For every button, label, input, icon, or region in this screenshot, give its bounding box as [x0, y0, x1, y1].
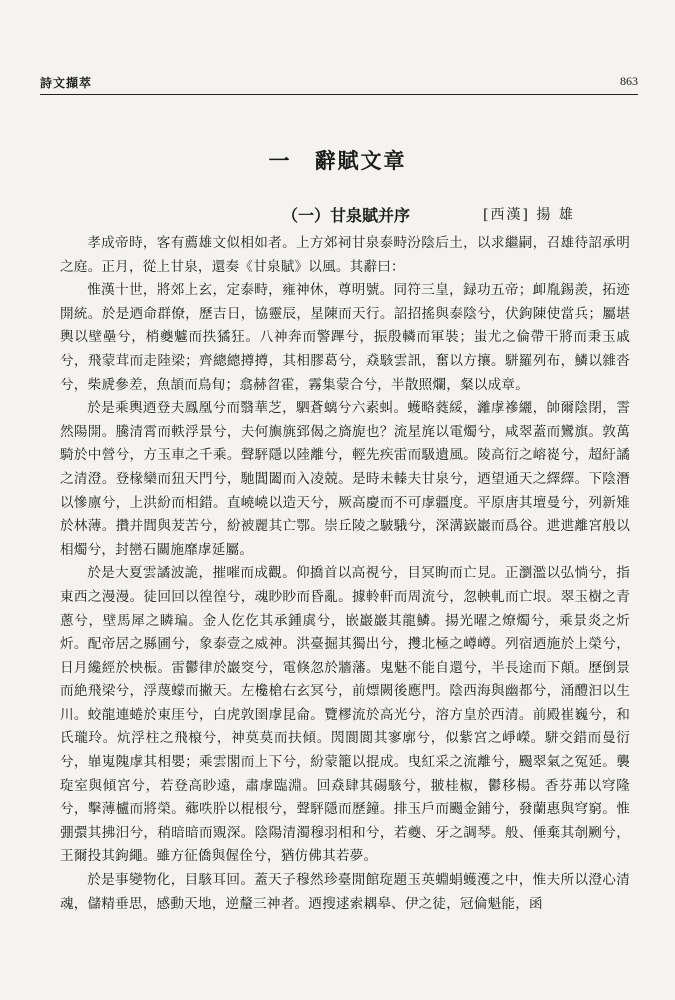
- paragraph: 於是大夏雲譎波詭，摧嗺而成觀。仰撟首以高視兮，目冥眴而亡見。正瀏濫以弘惝兮，指東西之漫漫。徒回回以徨徨兮，魂眇眇而昏亂。據軨軒而周流兮，忽軮軋而亡垠。翠玉樹之青蔥兮，壁馬犀之瞵㻞。金人仡仡其承鍾虡兮，嵌巖巖其龍鱗。揚光曜之燎燭兮，乘景炎之炘炘。配帝居之縣圃兮，象泰壹之威神。洪臺掘其獨出兮，㩳北極之嶟嶟。列宿迺施於上榮兮，日月纔經於柍桭。雷鬱律於巖窔兮，電倏忽於牆藩。鬼魅不能自還兮，半長途而下顛。歷倒景而絶飛梁兮，浮蔑蠓而撇天。左欃槍右玄冥兮，前熛闕後應門。陰西海與幽都兮，涌醴汩以生川。蛟龍連蜷於東厓兮，白虎敦圉虖昆侖。覽樛流於高光兮，溶方皇於西清。前殿崔巍兮，和氏瓏玲。炕浮柱之飛榱兮，神莫莫而扶傾。閌閬閬其寥廓兮，似紫宮之崢嶸。駢交錯而曼衍兮，㠑嵬隗虖其相嬰；乘雲閣而上下兮，紛蒙籠以掍成。曳紅采之流離兮，颺翠氣之冤延。襲琁室與傾宮兮，若登高眇遠，肅虖臨淵。回猋肆其碭駭兮，翍桂椒，鬱移楊。香芬茀以穹隆兮，擊薄櫨而將榮。薌呹肸以棍根兮，聲駍隱而歷鐘。排玉戶而颺金鋪兮，發蘭惠與穹窮。惟弸彋其拂汨兮，稍暗暗而覭深。陰陽清濁穆羽相和兮，若夔、牙之調琴。般、倕棄其剞劂兮，王爾投其鉤繩。雖方征僑與偓佺兮，猶仿佛其若夢。: [60, 565, 630, 865]
- page-number: 863: [620, 74, 638, 88]
- author-attribution: [西漢] 揚 雄: [483, 207, 575, 223]
- running-header: [40, 74, 638, 92]
- chapter-title: 一 辭賦文章: [268, 148, 407, 173]
- paragraph-preface: 孝成帝時，客有薦雄文似相如者。上方郊祠甘泉泰畤汾陰后土，以求繼嗣，召雄待詔承明之庭。正月，從上甘泉，還奏《甘泉賦》以風。其辭曰：: [60, 235, 630, 275]
- body-text: [60, 232, 630, 916]
- header-divider: [40, 94, 638, 95]
- paragraph: 於是事變物化，目駭耳回。蓋天子穆然珍臺閒館琁題玉英蜵蜎蠖濩之中，惟夫所以澄心清魂，儲精垂思，感動天地，逆釐三神者。迺搜逑索耦皋、伊之徒，冠倫魁能，函: [60, 872, 630, 912]
- section-title: （一）甘泉賦并序: [282, 206, 411, 225]
- book-title: 詩文擷萃: [40, 76, 93, 90]
- paragraph: 於是乘輿迺登夫鳳凰兮而翳華芝，駟蒼螭兮六素虯。蠖略蕤綏，灕虖襂纚，帥爾陰閉，霅然陽開。騰清霄而軼浮景兮，夫何旟旐郅偈之旖旎也？流星旄以電燭兮，咸翠蓋而鸞旗。敦萬騎於中營兮，方玉車之千乘。聲駍隱以陸離兮，輕先疾雷而馺遺風。陵高衍之嵱嵸兮，超紆譎之清澄。登椽欒而狃天門兮，馳閶闔而入凌兢。是時未轃夫甘泉兮，迺望通天之繹繹。下陰潛以慘廪兮，上洪紛而相錯。直嶢嶢以造天兮，厥高慶而不可虖疆度。平原唐其壇曼兮，列新雉於林薄。攢并閭與茇苦兮，紛被麗其亡鄂。崇丘陵之駊騀兮，深溝嶔巖而爲谷。迣迣離宮般以相燭兮，封巒石關施靡虖延屬。: [60, 400, 630, 558]
- paragraph: 惟漢十世，將郊上玄，定泰畤，雍神休，尊明號。同符三皇，録功五帝；卹胤錫羨，拓迹開統。於是迺命群僚，歷吉日，協靈辰，星陳而天行。詔招搖與泰陰兮，伏鉤陳使當兵；屬堪輿以壁壘兮，梢夔魖而抶獝狂。八神奔而警蹕兮，振殷轔而軍裝；蚩尤之倫帶干將而秉玉戚兮，飛蒙茸而走陸梁；齊總總撙撙，其相膠葛兮，猋駭雲訊，奮以方攘。駢羅列布，鱗以雜沓兮，柴虒參差，魚頡而鳥䀏；翕赫曶霍，霧集蒙合兮，半散照爛，粲以成章。: [60, 282, 630, 393]
